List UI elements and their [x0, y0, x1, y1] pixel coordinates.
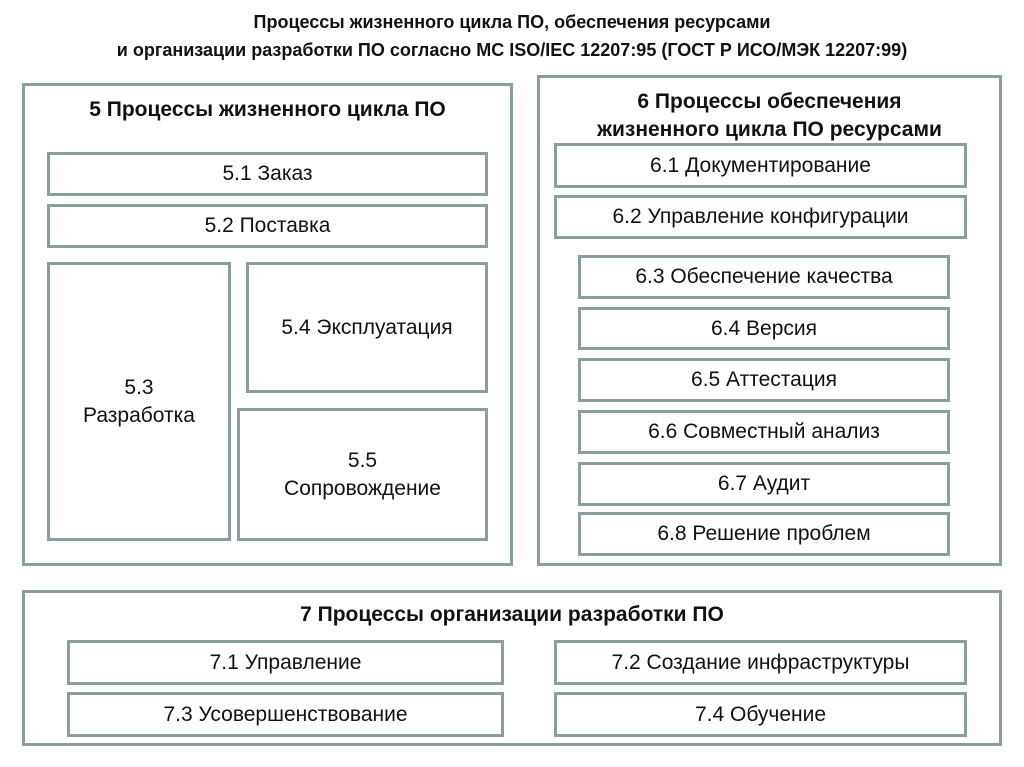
group-5-title: 5 Процессы жизненного цикла ПО [89, 98, 446, 121]
group-6-title-line1: 6 Процессы обеспечения [637, 90, 902, 113]
process-5-1: 5.1 Заказ [47, 152, 488, 196]
process-7-1: 7.1 Управление [67, 640, 504, 685]
process-7-4: 7.4 Обучение [554, 692, 967, 737]
process-6-3: 6.3 Обеспечение качества [578, 255, 950, 299]
group-6-title-line2: жизненного цикла ПО ресурсами [597, 118, 942, 141]
process-7-3: 7.3 Усовершенствование [67, 692, 504, 737]
process-6-6: 6.6 Совместный анализ [578, 410, 950, 454]
group-7-title: 7 Процессы организации разработки ПО [300, 603, 724, 626]
process-6-8: 6.8 Решение проблем [578, 512, 950, 556]
process-6-7: 6.7 Аудит [578, 462, 950, 506]
process-5-5-number: 5.5 [347, 448, 378, 472]
process-5-4: 5.4 Эксплуатация [246, 262, 488, 393]
process-5-3-label: Разработка [83, 403, 195, 427]
process-5-2: 5.2 Поставка [47, 204, 488, 248]
diagram-title-line2: и организации разработки ПО согласно МС ISO/IEC 12207:95 (ГОСТ Р ИСО/МЭК 12207:99) [116, 40, 908, 60]
process-6-4: 6.4 Версия [578, 307, 950, 350]
diagram-title-line1: Процессы жизненного цикла ПО, обеспечения ресурсами [253, 12, 771, 32]
process-6-2: 6.2 Управление конфигурации [554, 195, 967, 239]
process-6-1: 6.1 Документирование [554, 143, 967, 188]
process-5-3 [47, 262, 231, 541]
process-5-5-label: Сопровождение [284, 476, 441, 500]
process-6-5: 6.5 Аттестация [578, 358, 950, 402]
process-5-3-number: 5.3 [124, 375, 154, 399]
process-7-2: 7.2 Создание инфраструктуры [554, 640, 967, 685]
process-5-5 [237, 408, 488, 541]
